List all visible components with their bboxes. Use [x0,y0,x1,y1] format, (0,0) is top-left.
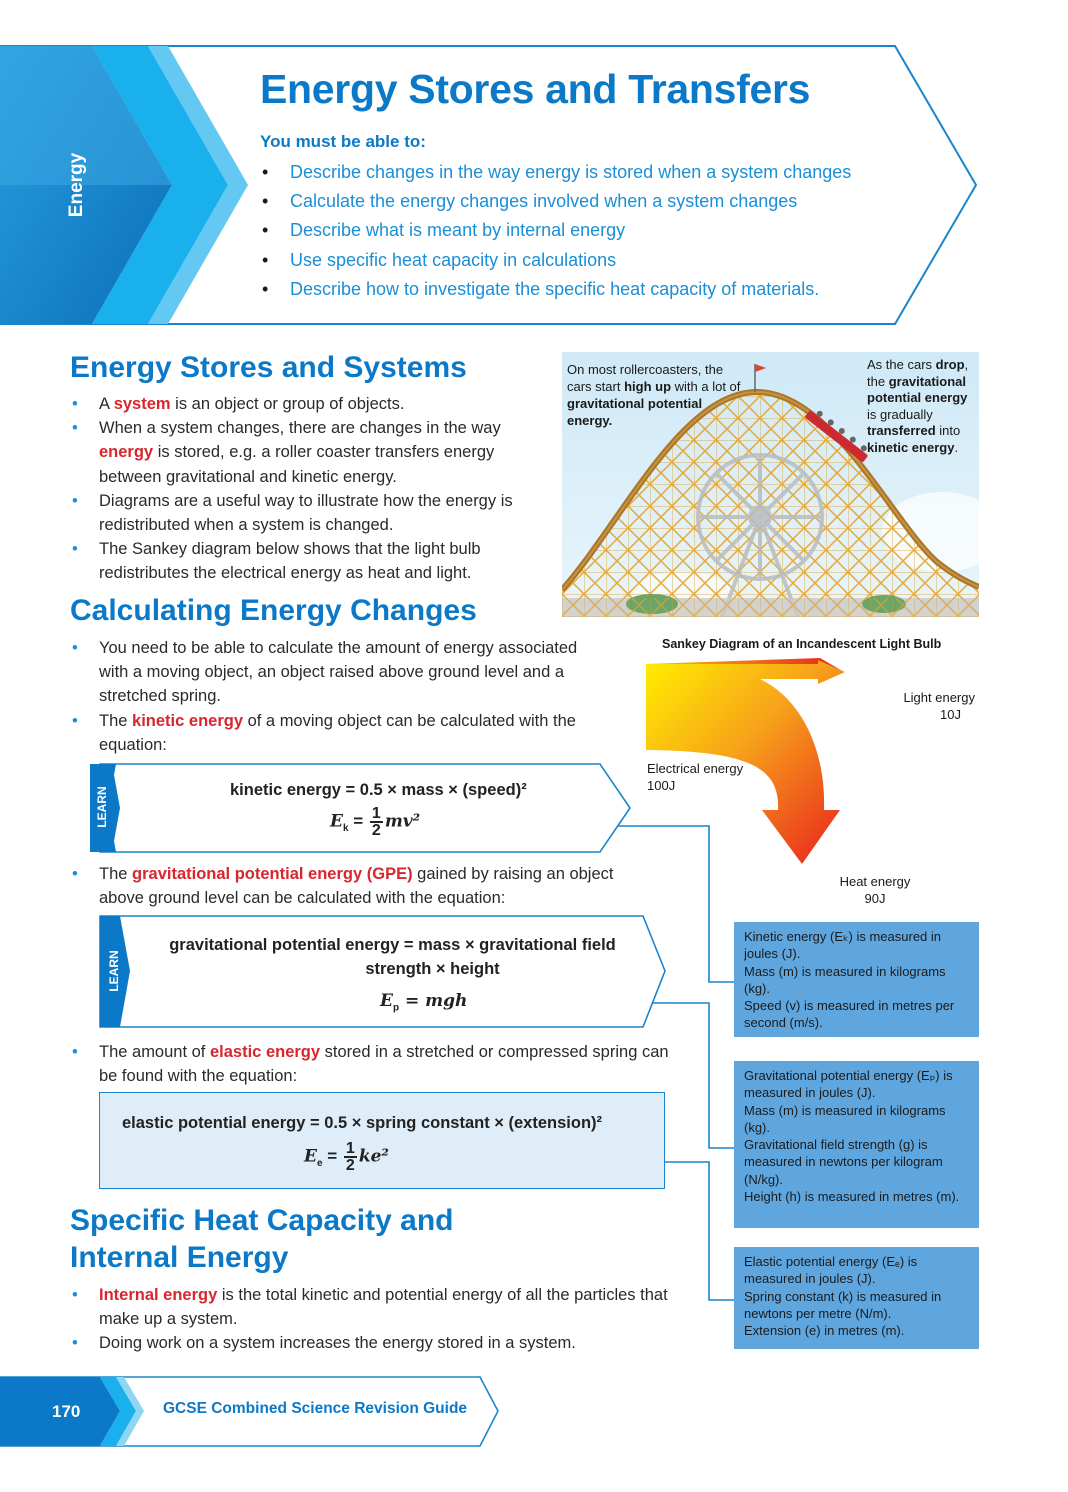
gpe-symbol-equation: $E_p$ = mgh [380,991,468,1014]
list-item: • The amount of elastic energy stored in a stretched or compressed spring can be found with the equation: [70,1040,670,1088]
ke-word-equation: kinetic energy = 0.5 × mass × (speed)² [230,781,527,799]
gpe-word-equation: gravitational potential energy = mass × gravitational field strength × height [169,936,616,978]
info-line: Extension (e) in metres (m). [744,1323,905,1339]
objective-item: • Describe how to investigate the specific heat capacity of materials. [262,275,851,304]
section-heading-internal: Specific Heat Capacity and Internal Energy [70,1204,454,1274]
list-item: • Diagrams are a useful way to illustrate how the energy is redistributed when a system is changed. [70,489,550,537]
info-line: Gravitational field strength (g) is measured in newtons per kilogram (N/kg). [744,1137,943,1187]
epe-symbol-equation: $E_e$ = $\frac{1}{2}$ ke² [304,1140,389,1174]
info-line: Kinetic energy (Eₖ) is measured in joules (J). [744,929,942,962]
objective-item: • Use specific heat capacity in calculations [262,246,851,275]
keyword: system [113,395,171,413]
chapter-tab-label: Energy [66,152,87,218]
section-heading-stores: Energy Stores and Systems [70,351,467,384]
list-item: • You need to be able to calculate the amount of energy associated with a moving object, an object raised above ground level and a stretched spring. [70,636,580,709]
info-box-elastic [734,1247,979,1349]
internal-bullets [70,1283,670,1356]
list-item: • The kinetic energy of a moving object can be calculated with the equation: [70,709,630,757]
coaster-caption-right: As the cars drop, the gravitational potential energy is gradually transferred into kinetic energy. [867,357,969,455]
info-line: Speed (v) is measured in metres per second (m/s). [744,998,955,1031]
book-title: GCSE Combined Science Revision Guide [163,1400,468,1417]
list-item: • The gravitational potential energy (GPE) gained by raising an object above ground level can be calculated with the equation: [70,862,630,910]
info-line: Height (h) is measured in metres (m). [744,1189,960,1205]
objective-item: • Calculate the energy changes involved when a system changes [262,187,851,216]
page-title: Energy Stores and Transfers [260,66,811,112]
keyword: Internal energy [99,1286,218,1304]
info-line: Mass (m) is measured in kilograms (kg). [744,1102,946,1135]
epe-word-equation: elastic potential energy = 0.5 × spring constant × (extension)² [122,1114,603,1132]
ke-symbol-equation: $E_k$ = $\frac{1}{2}$ mv² [330,805,421,839]
sankey-electrical-label: Electrical energy 100J [647,761,744,793]
section-heading-calculating: Calculating Energy Changes [70,594,477,627]
list-item: • Doing work on a system increases the energy stored in a system. [70,1331,670,1355]
info-line: Gravitational potential energy (Eₚ) is measured in joules (J). [744,1068,953,1101]
keyword: elastic energy [209,1043,321,1061]
sankey-heat-label: Heat energy 90J [839,874,911,906]
sankey-title: Sankey Diagram of an Incandescent Light Bulb [662,637,942,651]
info-box-kinetic [734,922,979,1037]
keyword: kinetic energy [132,711,243,730]
gpe-bullet [70,862,630,910]
coaster-caption-left: On most rollercoasters, the cars start high up with a lot of gravitational potential energy. [567,362,741,428]
list-item: • A system is an object or group of objects. [70,392,550,416]
objectives-heading: You must be able to: [260,132,426,151]
info-box-gpe [734,1061,979,1228]
list-item: • When a system changes, there are changes in the way energy is stored, e.g. a roller coaster transfers energy between gravitational and kinetic energy. [70,416,550,489]
objective-item: • Describe what is meant by internal energy [262,216,851,245]
keyword: energy [99,443,154,462]
page-number: 170 [52,1402,81,1421]
list-item: • The Sankey diagram below shows that the light bulb redistributes the electrical energy as heat and light. [70,537,550,585]
info-line: Elastic potential energy (Eₑ) is measured in joules (J). [744,1254,918,1287]
info-line: Mass (m) is measured in kilograms (kg). [744,963,946,996]
info-line: Spring constant (k) is measured in newtons per metre (N/m). [744,1288,942,1321]
elastic-bullet [70,1040,670,1088]
sankey-light-label: Light energy 10J [903,690,975,722]
list-item: • Internal energy is the total kinetic and potential energy of all the particles that make up a system. [70,1283,670,1331]
objective-item: • Describe changes in the way energy is stored when a system changes [262,158,851,187]
keyword: gravitational potential energy (GPE) [132,865,413,883]
